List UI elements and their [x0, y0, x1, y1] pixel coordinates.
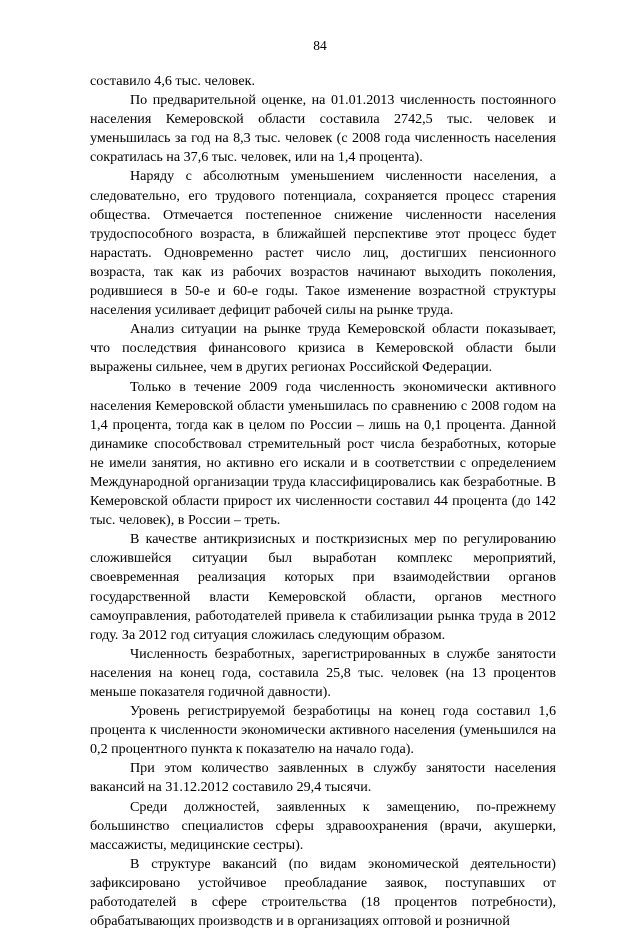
page-number: 84: [313, 38, 327, 53]
paragraph-unemployment-rate: Уровень регистрируемой безработицы на конец года составил 1,6 процента к численности экономически активного населения (уменьшился на 0,2 процентного пункта к показателю на начало года).: [90, 703, 556, 758]
paragraph-continuation: составило 4,6 тыс. человек.: [90, 73, 255, 89]
paragraph-aging: Наряду с абсолютным уменьшением численности населения, а следовательно, его трудового потенциала, сохраняется процесс старения общества. Отмечается постепенное снижение численности населения трудоспособного возраста, в ближайшей перспективе этот процесс будет нарастать. Одновременно растет число лиц, достигших пенсионного возраста, так как из рабочих возрастов начинают выходить поколения, родившиеся в 50-е и 60-е годы. Такое изменение возрастной структуры населения усиливает дефицит рабочей силы на рынке труда.: [90, 168, 556, 319]
paragraph-vacancies: При этом количество заявленных в службу занятости населения вакансий на 31.12.2012 составило 29,4 тысячи.: [90, 760, 556, 796]
paragraph-unemployed-count: Численность безработных, зарегистрированных в службе занятости населения на конец года, составила 25,8 тыс. человек (на 13 процентов меньше показателя годичной давности).: [90, 645, 556, 700]
paragraph-positions: Среди должностей, заявленных к замещению, по-прежнему большинство специалистов сферы здравоохранения (врачи, акушерки, массажисты, медицинские сестры).: [90, 798, 556, 853]
paragraph-anticrisis-measures: В качестве антикризисных и посткризисных мер по регулированию сложившейся ситуации был выработан комплекс мероприятий, своевременная реализация которых при взаимодействии органов государственной власти Кемеровской области, органов местного самоуправления, работодателей привела к стабилизации рынка труда в 2012 году. За 2012 год ситуация сложилась следующим образом.: [90, 531, 556, 643]
paragraph-2009-dynamics: Только в течение 2009 года численность экономически активного населения Кемеровской области уменьшилась по сравнению с 2008 годом на 1,4 процента, тогда как в целом по России – лишь на 0,1 процента. Данной динамике способствовал стремительный рост числа безработных, которые не имели занятия, но активно его искали и в соответствии с определением Международной организации труда классифицировались как безработные. В Кемеровской области прирост их численности составил 44 процента (до 142 тыс. человек), в России – треть.: [90, 378, 556, 529]
paragraph-labor-market-analysis: Анализ ситуации на рынке труда Кемеровской области показывает, что последствия финансового кризиса в Кемеровской области были выражены сильнее, чем в других регионах Российской Федерации.: [90, 321, 556, 376]
body-text: [90, 72, 556, 931]
paragraph-vacancy-structure: В структуре вакансий (по видам экономической деятельности) зафиксировано устойчивое преобладание заявок, поступавших от работодателей в сфере строительства (18 процентов потребности), обрабатывающих производств и в организациях оптовой и розничной: [90, 855, 556, 930]
paragraph-population-estimate: По предварительной оценке, на 01.01.2013 численность постоянного населения Кемеровской области составила 2742,5 тыс. человек и уменьшилась за год на 8,3 тыс. человек (с 2008 года численность населения сократилась на 37,6 тыс. человек, или на 1,4 процента).: [90, 92, 556, 166]
